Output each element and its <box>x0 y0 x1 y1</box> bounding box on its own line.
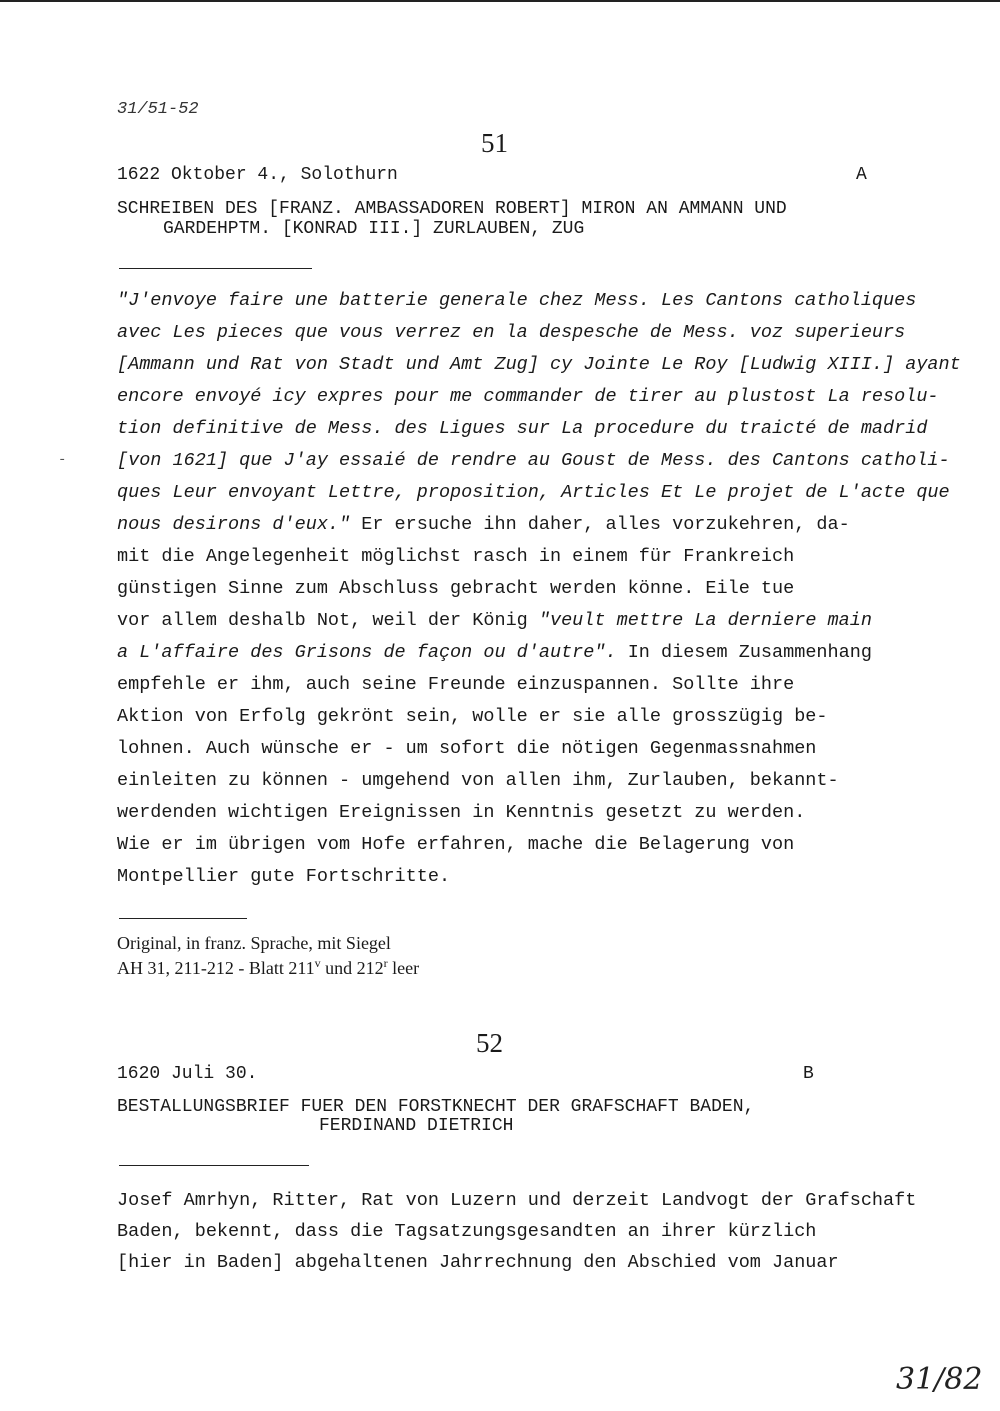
text-segment: Er ersuche ihn daher, alles vorzukehren, da- <box>350 514 850 535</box>
body-line: [Ammann und Rat von Stadt und Amt Zug] cy Jointe Le Roy [Ludwig XIII.] ayant <box>117 354 961 375</box>
body-line: empfehle er ihm, auch seine Freunde einzuspannen. Sollte ihre <box>117 674 795 695</box>
body-line: lohnen. Auch wünsche er - um sofort die nötigen Gegenmassnahmen <box>117 738 817 759</box>
superscript: r <box>383 956 388 970</box>
document-number-52: 52 <box>476 1028 503 1058</box>
separator-rule <box>119 918 247 919</box>
text-segment: und 212 <box>320 958 384 978</box>
quote-end: a L'affaire des Grisons de façon ou d'autre". <box>117 642 617 663</box>
body-line: Baden, bekennt, dass die Tagsatzungsgesandten an ihrer kürzlich <box>117 1221 817 1242</box>
archive-note <box>117 956 419 979</box>
document-number-51: 51 <box>481 128 508 158</box>
quote-start: "veult mettre La derniere main <box>538 610 872 631</box>
archive-reference: 31/51-52 <box>117 100 199 119</box>
body-line: ques Leur envoyant Lettre, proposition, Articles Et Le projet de L'acte que <box>117 482 950 503</box>
text-segment: In diesem Zusammenhang <box>616 642 872 663</box>
margin-mark: - <box>58 452 67 468</box>
body-line: [von 1621] que J'ay essaié de rendre au Goust de Mess. des Cantons catholi- <box>117 450 950 471</box>
body-line: Josef Amrhyn, Ritter, Rat von Luzern und derzeit Landvogt der Grafschaft <box>117 1190 917 1211</box>
body-line: [hier in Baden] abgehaltenen Jahrrechnung den Abschied vom Januar <box>117 1252 839 1273</box>
document-title-line1: BESTALLUNGSBRIEF FUER DEN FORSTKNECHT DER GRAFSCHAFT BADEN, <box>117 1097 755 1117</box>
body-line: "J'envoye faire une batterie generale chez Mess. Les Cantons catholiques <box>117 290 917 311</box>
text-segment: AH 31, 211-212 - Blatt 211 <box>117 958 315 978</box>
date-place: 1622 Oktober 4., Solothurn <box>117 165 398 185</box>
body-line <box>117 642 872 663</box>
body-line: werdenden wichtigen Ereignissen in Kenntnis gesetzt zu werden. <box>117 802 806 823</box>
document-title-line1: SCHREIBEN DES [FRANZ. AMBASSADOREN ROBERT] MIRON AN AMMANN UND <box>117 199 787 219</box>
body-line: Wie er im übrigen vom Hofe erfahren, mache die Belagerung von <box>117 834 795 855</box>
document-title-line2: GARDEHPTM. [KONRAD III.] ZURLAUBEN, ZUG <box>163 219 585 239</box>
body-line: Montpellier gute Fortschritte. <box>117 866 451 887</box>
document-title-line2: FERDINAND DIETRICH <box>319 1116 514 1136</box>
body-line: Aktion von Erfolg gekrönt sein, wolle er sie alle grosszügig be- <box>117 706 828 727</box>
body-line: mit die Angelegenheit möglichst rasch in einem für Frankreich <box>117 546 795 567</box>
source-note: Original, in franz. Sprache, mit Siegel <box>117 933 391 953</box>
top-border <box>0 0 1000 2</box>
category-letter: B <box>803 1064 814 1084</box>
body-line <box>117 514 850 535</box>
document-date: 1620 Juli 30. <box>117 1064 258 1084</box>
text-segment: leer <box>387 958 420 978</box>
category-letter: A <box>856 165 867 185</box>
superscript: v <box>314 956 321 970</box>
separator-rule <box>119 1165 309 1166</box>
body-line: einleiten zu können - umgehend von allen ihm, Zurlauben, bekannt- <box>117 770 839 791</box>
body-line: tion definitive de Mess. des Ligues sur La procedure du traicté de madrid <box>117 418 928 439</box>
quote-end: nous desirons d'eux." <box>117 514 351 535</box>
body-line: encore envoyé icy expres pour me commander de tirer au plustost La resolu- <box>117 386 939 407</box>
handwritten-page-number: 31/82 <box>896 1362 983 1397</box>
body-line: avec Les pieces que vous verrez en la despesche de Mess. voz superieurs <box>117 322 906 343</box>
separator-rule <box>119 268 312 269</box>
text-segment: vor allem deshalb Not, weil der König <box>117 610 539 631</box>
body-line <box>117 610 872 631</box>
body-line: günstigen Sinne zum Abschluss gebracht werden könne. Eile tue <box>117 578 795 599</box>
